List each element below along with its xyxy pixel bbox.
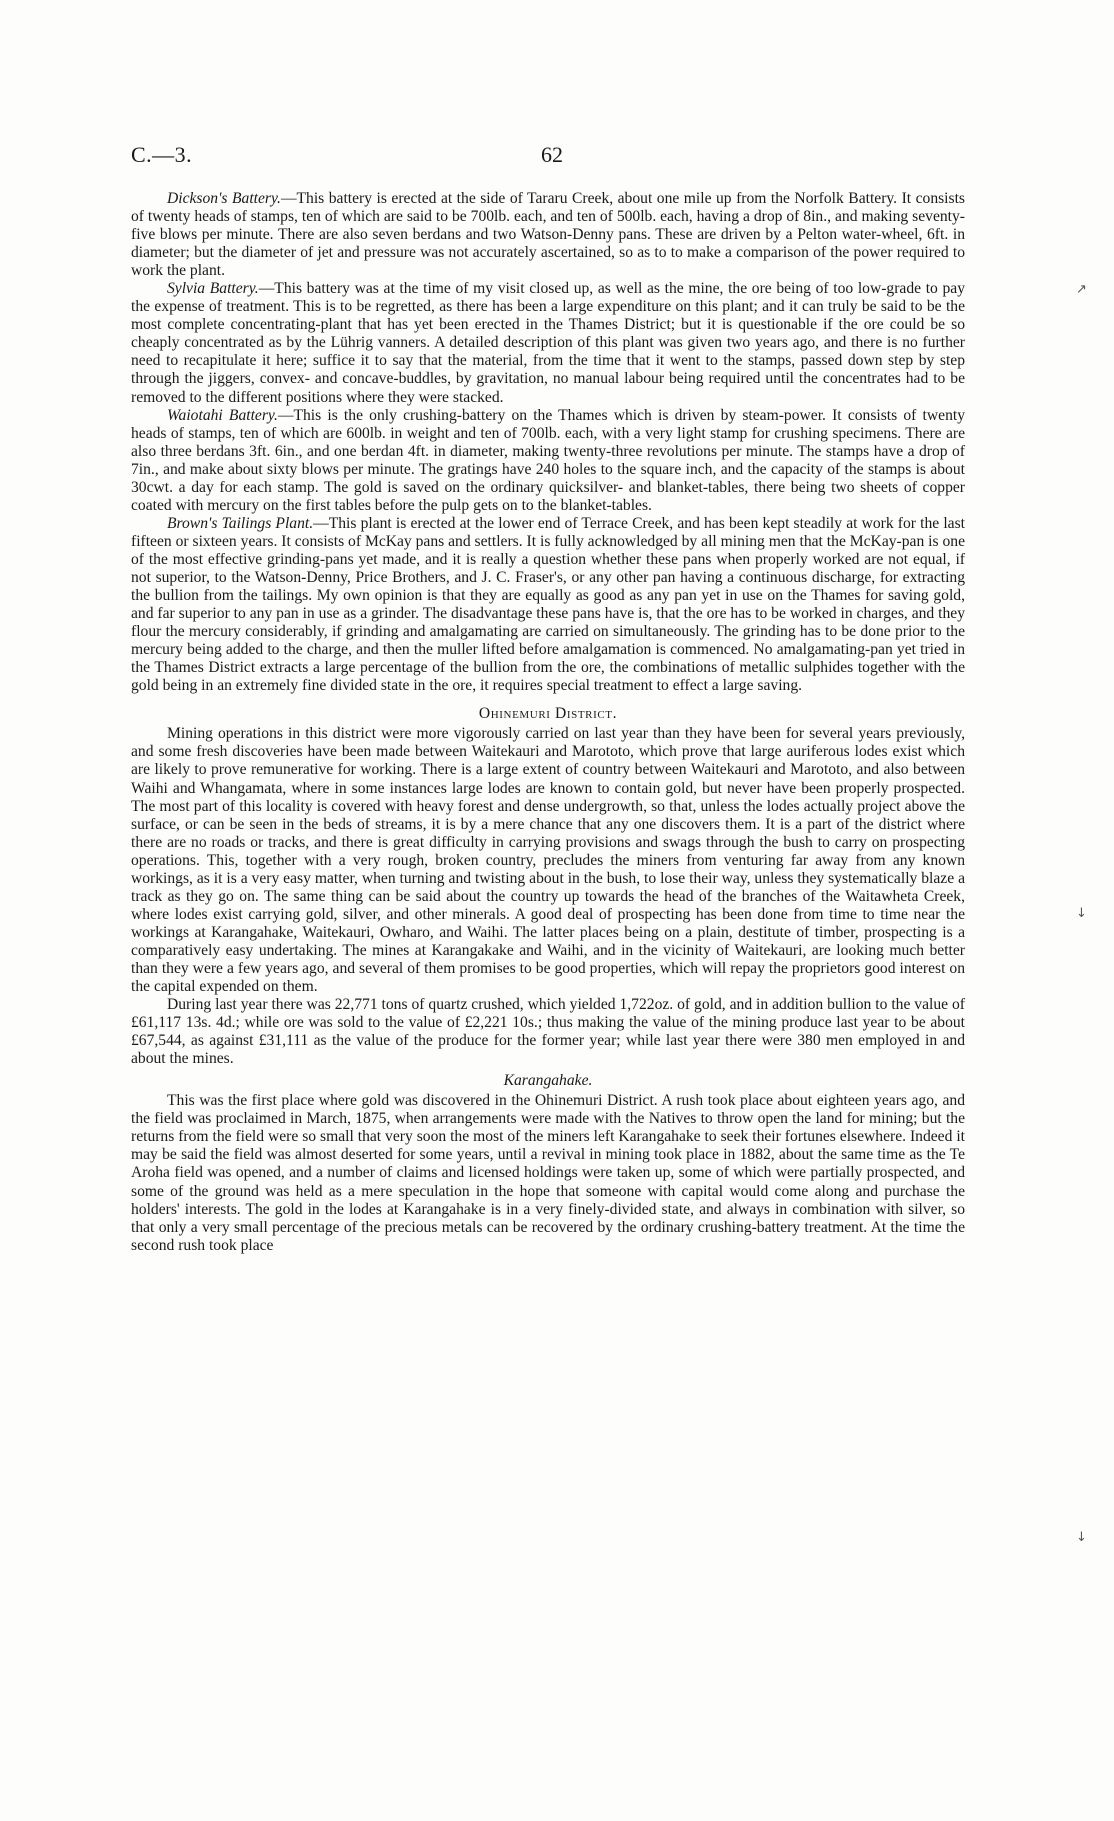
paragraph-text: —This is the only crushing-battery on the Thames which is driven by steam-power. It consists of twenty heads of stamps, ten of which are 600lb. in weight and ten of 700lb. each, with a very light stamp for crushing specimens. There are also three berdans 3ft. 6in., and one berdan 4ft. in diameter, making twenty-three revolutions per minute. The stamps have a drop of 7in., and make about sixty blows per minute. The gratings have 240 holes to the square inch, and the capacity of the stamps is about 30cwt. a day for each stamp. The gold is saved on the ordinary quicksilver- and blanket-tables, there being two sheets of copper coated with mercury on the first tables before the pulp gets on to the blanket-tables. <box>131 406 965 514</box>
paragraph-text: —This battery was at the time of my visit closed up, as well as the mine, the ore being of too low-grade to pay the expense of treatment. This is to be regretted, as there has been a large expenditure on this plant; and it can truly be said to be the most complete concentrating-plant that has yet been erected in the Thames District; but it is questionable if the ore could be so cheaply concentrated as by the Lührig vanners. A detailed description of this plant was given two years ago, and there is no further need to recapitulate it here; suffice it to say that the material, from the time that it went to the stamps, passed down step by step through the jiggers, convex- and concave-buddles, by gravitation, no manual labour being required until the concentrates had to be removed to the different positions where they were stacked. <box>131 280 966 406</box>
paragraph-text: —This plant is erected at the lower end of Terrace Creek, and has been kept steadily at work for the last fifteen or sixteen years. It consists of McKay pans and settlers. It is fully acknowledged by all mining men that the McKay-pan is one of the most effective grinding-pans yet made, and it is really a question whether these pans when properly worked are not equal, if not superior, to the Watson-Denny, Price Brothers, and J. C. Fraser's, or any other pan having a continuous discharge, for extracting the bullion from the tailings. My own opinion is that they are equally as good as any pan yet in use on the Thames for saving gold, and far superior to any pan in use as a grinder. The disadvantage these pans have is, that the ore has to be worked in charges, and they flour the mercury considerably, if grinding and amalgamating are carried on simultaneously. The grinding has to be done prior to the mercury being added to the charge, and then the muller lifted before amalgamation is commenced. No amalgamating-pan yet tried in the Thames District extracts a large percentage of the bullion from the ore, the combinations of metallic sulphides together with the gold being in an extremely fine divided state in the ore, it requires special treatment to effect a large saving. <box>131 514 966 695</box>
margin-arrow-icon: ↓ <box>1076 906 1087 921</box>
margin-arrow-icon: ↗ <box>1076 282 1087 297</box>
section-heading: Ohinemuri District. <box>478 705 618 723</box>
paragraph-waiotahi-battery <box>131 407 965 515</box>
paragraph-dicksons-battery <box>131 190 965 280</box>
paragraph-karangahake: This was the first place where gold was discovered in the Ohinemuri District. A rush took place about eighteen years ago, and the field was proclaimed in March, 1875, when arrangements were made with the Natives to throw open the land for mining; but the returns from the field were so small that very soon the most of the miners left Karangahake to seek their fortunes elsewhere. Indeed it may be said the field was almost deserted for some years, until a revival in mining took place in 1882, about the same time as the Te Aroha field was opened, and a number of claims and licensed holdings were taken up, some of which were partially prospected, and some of the ground was held as a mere speculation in the hope that someone with capital would come along and purchase the holders' interests. The gold in the lodes at Karangahake is in a very finely-divided state, and always in combination with silver, so that only a very small percentage of the precious metals can be recovered by the ordinary crushing-battery treatment. At the time the second rush took place <box>131 1092 965 1254</box>
page-number: 62 <box>541 142 563 167</box>
paragraph-lead-in: Sylvia Battery. <box>167 280 259 298</box>
page-header <box>131 142 963 172</box>
paragraph-lead-in: Brown's Tailings Plant. <box>167 514 314 532</box>
paragraph-lead-in: Waiotahi Battery. <box>167 406 278 424</box>
body-text <box>131 190 965 1255</box>
document-reference: C.—3. <box>131 142 193 167</box>
paragraph-ohinemuri-production: During last year there was 22,771 tons of quartz crushed, which yielded 1,722oz. of gold, and in addition bullion to the value of £61,117 13s. 4d.; while ore was sold to the value of £2,221 10s.; thus making the value of the mining produce last year to be about £67,544, as against £31,111 as the value of the produce for the former year; while last year there were 380 men employed in and about the mines. <box>131 996 965 1068</box>
margin-arrow-icon: ↓ <box>1076 1530 1087 1545</box>
subsection-heading: Karangahake. <box>503 1072 593 1090</box>
paragraph-lead-in: Dickson's Battery. <box>167 190 281 207</box>
paragraph-sylvia-battery <box>131 280 965 406</box>
paragraph-browns-tailings-plant <box>131 515 965 695</box>
paragraph-text: —This battery is erected at the side of Tararu Creek, about one mile up from the Norfolk Battery. It consists of twenty heads of stamps, ten of which are said to be 700lb. each, and ten of 500lb. each, having a drop of 8in., and making seventy-five blows per minute. There are also seven berdans and two Watson-Denny pans. These are driven by a Pelton water-wheel, 6ft. in diameter; but the diameter of jet and pressure was not accurately ascertained, so as to to make a comparison of the power required to work the plant. <box>131 190 965 280</box>
paragraph-ohinemuri-operations: Mining operations in this district were more vigorously carried on last year than they have been for several years previously, and some fresh discoveries have been made between Waitekauri and Marototo, which prove that large auriferous lodes exist which are likely to prove remunerative for working. There is a large extent of country between Waitekauri and Marototo, and also between Waihi and Whangamata, where in some instances large lodes are known to contain gold, but never have been properly prospected. The most part of this locality is covered with heavy forest and dense undergrowth, so that, unless the lodes actually project above the surface, or can be seen in the beds of streams, it is by a mere chance that any one discovers them. It is a part of the district where there are no roads or tracks, and there is great difficulty in carrying provisions and swags through the bush to carry on prospecting operations. This, together with a very rough, broken country, precludes the miners from venturing far away from any known workings, as it is a very easy matter, when turning and twisting about in the bush, to lose their way, unless they systematically blaze a track as they go on. The same thing can be said about the country up towards the head of the branches of the Waitawheta Creek, where lodes exist carrying gold, silver, and other minerals. A good deal of prospecting has been done from time to time near the workings at Karangahake, Waitekauri, Owharo, and Waihi. The latter places being on a plain, destitute of timber, prospecting is a comparatively easy undertaking. The mines at Karangakake and Waihi, and in the vicinity of Waitekauri, are looking much better than they were a few years ago, and several of them promises to be good properties, which will repay the proprietors good interest on the capital expended on them. <box>131 725 965 996</box>
